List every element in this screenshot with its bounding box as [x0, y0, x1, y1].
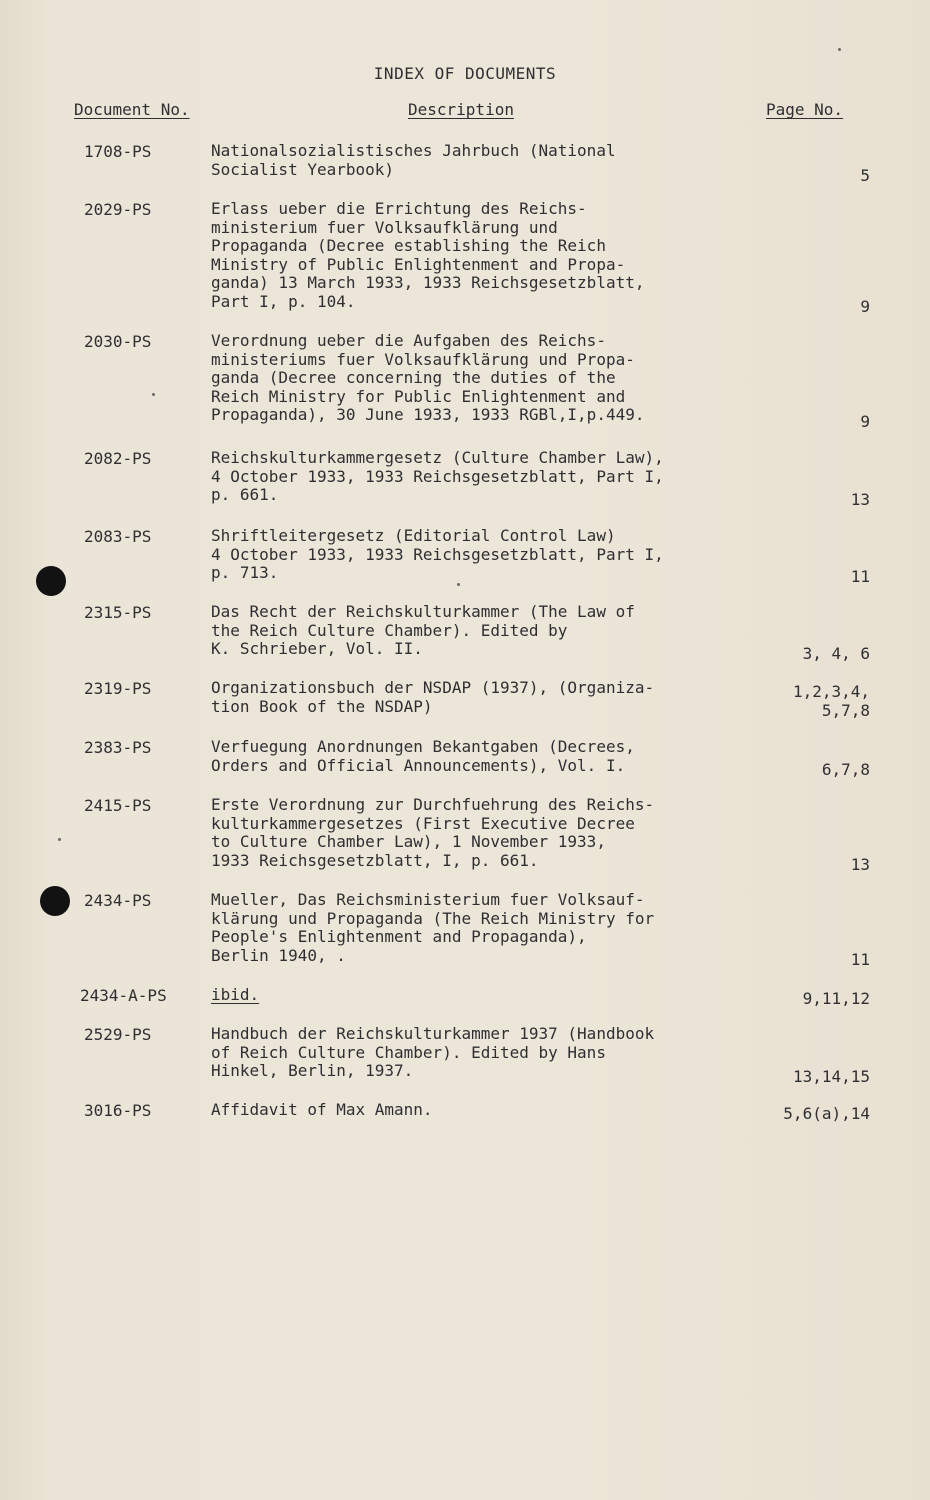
document-number: 2029-PS	[84, 200, 152, 219]
page-numbers: 6,7,8	[821, 760, 870, 779]
page-numbers: 9	[860, 412, 870, 431]
document-number: 2529-PS	[84, 1025, 152, 1044]
document-number: 2082-PS	[84, 449, 152, 468]
document-description: Nationalsozialistisches Jahrbuch (National Socialist Yearbook)	[211, 141, 616, 179]
document-description: Organizationsbuch der NSDAP (1937), (Organiza- tion Book of the NSDAP)	[211, 678, 655, 716]
document-number: 2319-PS	[84, 679, 152, 698]
document-number: 2434-PS	[84, 891, 152, 910]
paper-speck	[58, 838, 61, 841]
page-numbers: 1,2,3,4, 5,7,8	[792, 682, 870, 720]
column-header-description: Description	[408, 100, 514, 119]
paper-speck	[838, 48, 841, 51]
page-numbers: 5,6(a),14	[783, 1104, 870, 1123]
document-description: Shriftleitergesetz (Editorial Control Law) 4 October 1933, 1933 Reichsgesetzblatt, Part I, p. 713.	[211, 526, 664, 582]
document-number: 2415-PS	[84, 796, 152, 815]
page-numbers: 13	[850, 490, 870, 509]
document-description: Das Recht der Reichskulturkammer (The Law of the Reich Culture Chamber). Edited by K. Schrieber, Vol. II.	[211, 602, 635, 658]
column-header-document: Document No.	[74, 100, 190, 119]
document-number: 3016-PS	[84, 1101, 152, 1120]
document-number: 2030-PS	[84, 332, 152, 351]
page-numbers: 5	[860, 166, 870, 185]
page-title: INDEX OF DOCUMENTS	[373, 64, 557, 83]
document-number: 2434-A-PS	[80, 986, 167, 1005]
document-description: Handbuch der Reichskulturkammer 1937 (Handbook of Reich Culture Chamber). Edited by Hans Hinkel, Berlin, 1937.	[211, 1024, 655, 1080]
document-number: 2315-PS	[84, 603, 152, 622]
paper-speck	[152, 393, 155, 396]
document-description: Verfuegung Anordnungen Bekantgaben (Decrees, Orders and Official Announcements), Vol. I.	[211, 737, 635, 775]
document-description: Reichskulturkammergesetz (Culture Chamber Law), 4 October 1933, 1933 Reichsgesetzblatt, Part I, p. 661.	[211, 448, 664, 504]
document-description: Mueller, Das Reichsministerium fuer Volksauf- klärung und Propaganda (The Reich Ministry for People's Enlightenment and Propaganda), Berlin 1940, .	[211, 890, 655, 965]
document-description: Erlass ueber die Errichtung des Reichs- ministerium fuer Volksaufklärung und Propaganda (Decree establishing the Reich Ministry of Public Enlightenment and Propa- ganda) 13 March 1933, 1933 Reichsgesetzblatt, Part I, p. 104.	[211, 199, 645, 311]
page-numbers: 3, 4, 6	[802, 644, 870, 663]
document-description: Affidavit of Max Amann.	[211, 1100, 433, 1119]
punch-hole	[36, 566, 66, 596]
page-numbers: 9	[860, 297, 870, 316]
document-description: Erste Verordnung zur Durchfuehrung des Reichs- kulturkammergesetzes (First Executive Decree to Culture Chamber Law), 1 November 1933, 1933 Reichsgesetzblatt, I, p. 661.	[211, 795, 655, 870]
page-numbers: 13,14,15	[792, 1067, 870, 1086]
column-header-page: Page No.	[766, 100, 844, 119]
punch-hole	[40, 886, 70, 916]
document-description: ibid.	[211, 985, 260, 1004]
page-numbers: 9,11,12	[802, 989, 870, 1008]
document-number: 2383-PS	[84, 738, 152, 757]
page-numbers: 13	[850, 855, 870, 874]
document-number: 2083-PS	[84, 527, 152, 546]
document-number: 1708-PS	[84, 142, 152, 161]
document-description: Verordnung ueber die Aufgaben des Reichs- ministeriums fuer Volksaufklärung und Propa- ganda (Decree concerning the duties of the Reich Ministry for Public Enlightenment and Propaganda), 30 June 1933, 1933 RGBl,I,p.449.	[211, 331, 645, 424]
paper-speck	[457, 583, 460, 586]
page-numbers: 11	[850, 950, 870, 969]
page-numbers: 11	[850, 567, 870, 586]
